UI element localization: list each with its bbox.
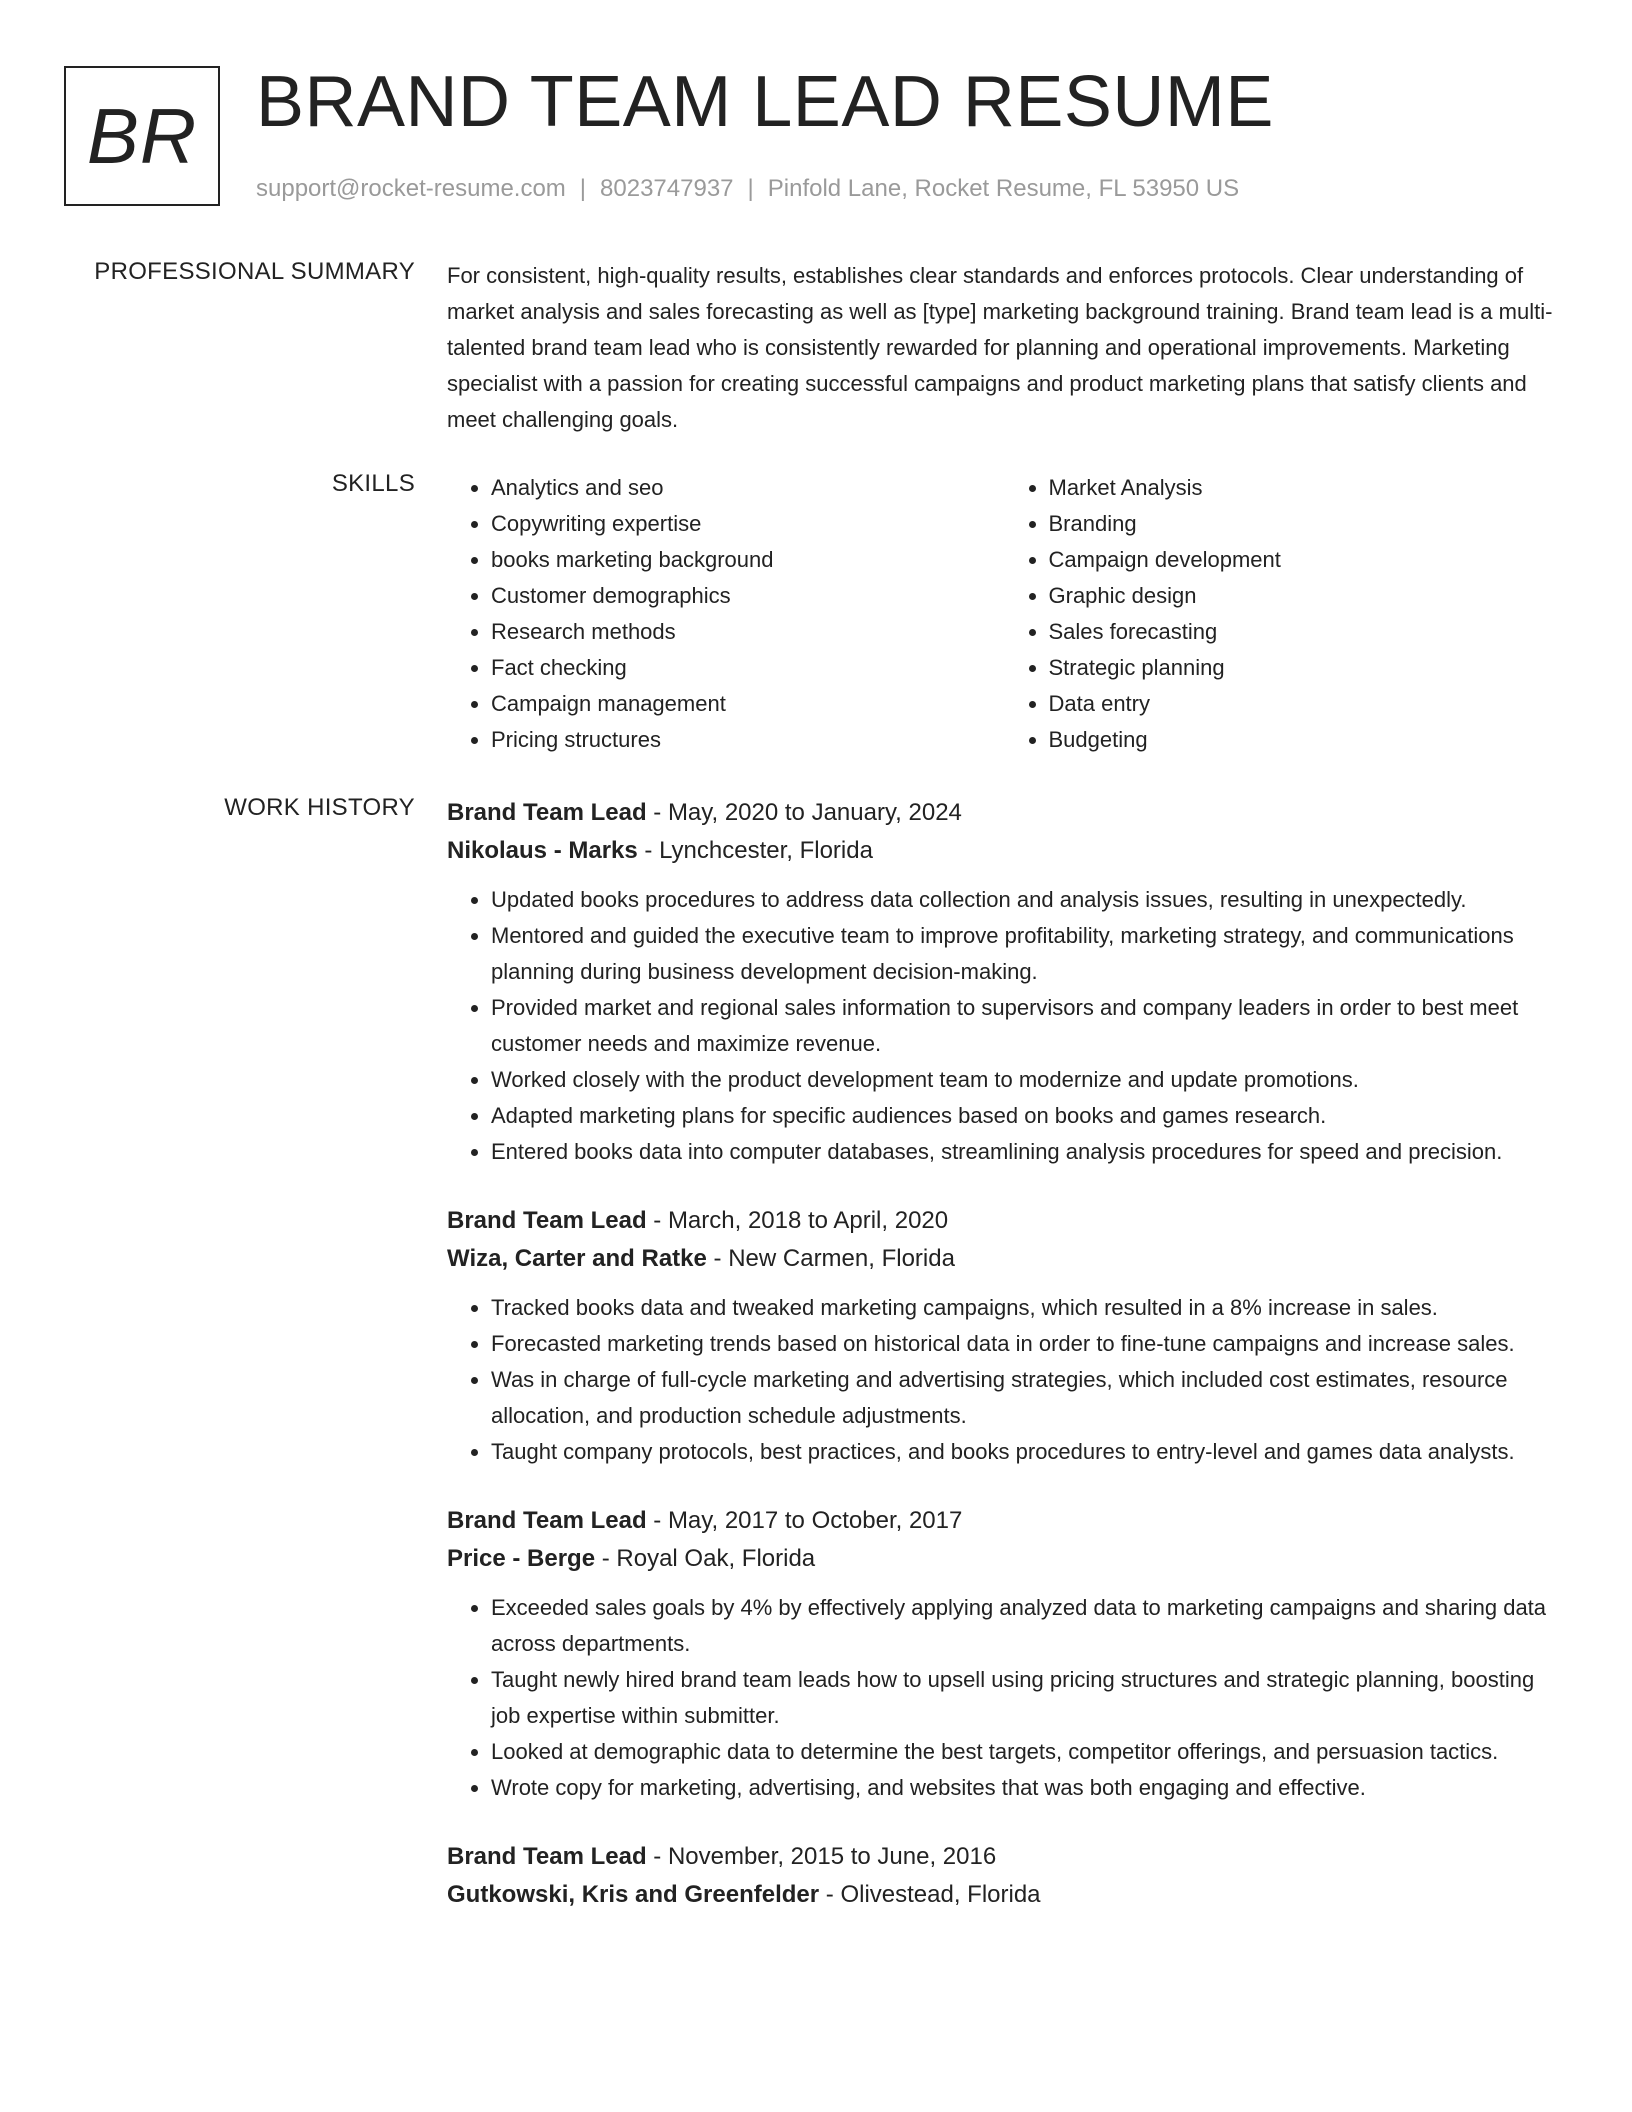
- job-bullet: • Adapted marketing plans for specific audiences based on books and games research.: [491, 1098, 1562, 1134]
- contact-separator: |: [747, 175, 754, 202]
- job-title-line: [447, 1502, 1562, 1540]
- skill-item: • Fact checking: [491, 650, 1005, 686]
- job-bullet: • Tracked books data and tweaked marketing campaigns, which resulted in a 8% increase in sales.: [491, 1290, 1562, 1326]
- job-company: Gutkowski, Kris and Greenfelder: [447, 1881, 820, 1908]
- skill-item: • Research methods: [491, 614, 1005, 650]
- skill-item: • Sales forecasting: [1049, 614, 1563, 650]
- job-company: Nikolaus - Marks: [447, 837, 638, 864]
- job-bullet: • Mentored and guided the executive team to improve profitability, marketing strategy, and communications planning during business development decision-making.: [491, 918, 1562, 990]
- job-bullet: • Taught company protocols, best practices, and books procedures to entry-level and games data analysts.: [491, 1434, 1562, 1470]
- monogram-logo: BR: [64, 66, 220, 206]
- contact-separator: |: [579, 175, 587, 202]
- resume-title: BRAND TEAM LEAD RESUME: [256, 62, 1274, 142]
- job-title-line: [447, 1838, 1562, 1876]
- skill-item: • Campaign development: [1049, 542, 1563, 578]
- job-company: Wiza, Carter and Ratke: [447, 1245, 707, 1272]
- job-bullet: • Exceeded sales goals by 4% by effectively applying analyzed data to marketing campaigns and sharing data across departments.: [491, 1590, 1562, 1662]
- skill-item: • Graphic design: [1049, 578, 1563, 614]
- job-bullets: [447, 1290, 1562, 1470]
- skills-list-right: [1005, 470, 1563, 758]
- skill-item: • Branding: [1049, 506, 1563, 542]
- job-bullets: [447, 1590, 1562, 1806]
- summary-label: PROFESSIONAL SUMMARY: [94, 258, 415, 285]
- skill-item: • Market Analysis: [1049, 470, 1563, 506]
- job-company-line: [447, 1540, 1562, 1578]
- skill-item: • Data entry: [1049, 686, 1563, 722]
- contact-line: [256, 175, 1239, 203]
- summary-body: [447, 258, 1562, 438]
- contact-phone: 8023747937: [600, 175, 734, 202]
- skills-body: [447, 470, 1562, 758]
- job-bullets: [447, 882, 1562, 1170]
- job-bullet: • Looked at demographic data to determine the best targets, competitor offerings, and persuasion tactics.: [491, 1734, 1562, 1770]
- skill-item: • Pricing structures: [491, 722, 1005, 758]
- skills-label: SKILLS: [331, 470, 415, 497]
- job-company-line: [447, 832, 1562, 870]
- job-title-line: [447, 794, 1562, 832]
- skills-columns: [447, 470, 1562, 758]
- skill-item: • Campaign management: [491, 686, 1005, 722]
- job-bullet: • Wrote copy for marketing, advertising, and websites that was both engaging and effective.: [491, 1770, 1562, 1806]
- job-bullet: • Was in charge of full-cycle marketing and advertising strategies, which included cost estimates, resource allocation, and production schedule adjustments.: [491, 1362, 1562, 1434]
- job-company: Price - Berge: [447, 1545, 596, 1572]
- job-bullet: • Forecasted marketing trends based on historical data in order to fine-tune campaigns and increase sales.: [491, 1326, 1562, 1362]
- skill-item: • Customer demographics: [491, 578, 1005, 614]
- job-bullet: • Updated books procedures to address data collection and analysis issues, resulting in unexpectedly.: [491, 882, 1562, 918]
- job-title: Brand Team Lead: [447, 1843, 647, 1870]
- skill-item: • Analytics and seo: [491, 470, 1005, 506]
- job-bullet: • Worked closely with the product development team to modernize and update promotions.: [491, 1062, 1562, 1098]
- contact-address: Pinfold Lane, Rocket Resume, FL 53950 US: [767, 175, 1240, 202]
- job-location: - Lynchcester, Florida: [637, 837, 873, 864]
- contact-email: support@rocket-resume.com: [256, 175, 566, 202]
- job-location: - Royal Oak, Florida: [595, 1545, 816, 1572]
- job-entry: [447, 1838, 1562, 1914]
- job-company-line: [447, 1876, 1562, 1914]
- job-dates: - May, 2020 to January, 2024: [646, 799, 962, 826]
- work-body: [447, 794, 1562, 1946]
- job-company-line: [447, 1240, 1562, 1278]
- job-dates: - March, 2018 to April, 2020: [646, 1207, 949, 1234]
- job-dates: - November, 2015 to June, 2016: [646, 1843, 997, 1870]
- skills-list-left: [447, 470, 1005, 758]
- summary-text: For consistent, high-quality results, establishes clear standards and enforces protocols. Clear understanding of market analysis and sales forecasting as well as [type] marketing background training. Brand team lead is a multi-talented brand team lead who is consistently rewarded for planning and operational improvements. Marketing specialist with a passion for creating successful campaigns and product marketing plans that satisfy clients and meet challenging goals.: [447, 263, 1553, 432]
- skill-item: • Copywriting expertise: [491, 506, 1005, 542]
- skill-item: • Budgeting: [1049, 722, 1563, 758]
- job-entry: [447, 1502, 1562, 1806]
- job-title: Brand Team Lead: [447, 799, 647, 826]
- job-bullet: • Provided market and regional sales information to supervisors and company leaders in order to best meet customer needs and maximize revenue.: [491, 990, 1562, 1062]
- job-entry: [447, 1202, 1562, 1470]
- job-dates: - May, 2017 to October, 2017: [646, 1507, 963, 1534]
- job-title: Brand Team Lead: [447, 1207, 647, 1234]
- job-location: - New Carmen, Florida: [706, 1245, 955, 1272]
- job-bullet: • Taught newly hired brand team leads how to upsell using pricing structures and strategic planning, boosting job expertise within submitter.: [491, 1662, 1562, 1734]
- job-location: - Olivestead, Florida: [819, 1881, 1041, 1908]
- job-title: Brand Team Lead: [447, 1507, 647, 1534]
- job-entry: [447, 794, 1562, 1170]
- job-bullet: • Entered books data into computer databases, streamlining analysis procedures for speed and precision.: [491, 1134, 1562, 1170]
- job-title-line: [447, 1202, 1562, 1240]
- work-label: WORK HISTORY: [224, 794, 415, 821]
- skill-item: • Strategic planning: [1049, 650, 1563, 686]
- skill-item: • books marketing background: [491, 542, 1005, 578]
